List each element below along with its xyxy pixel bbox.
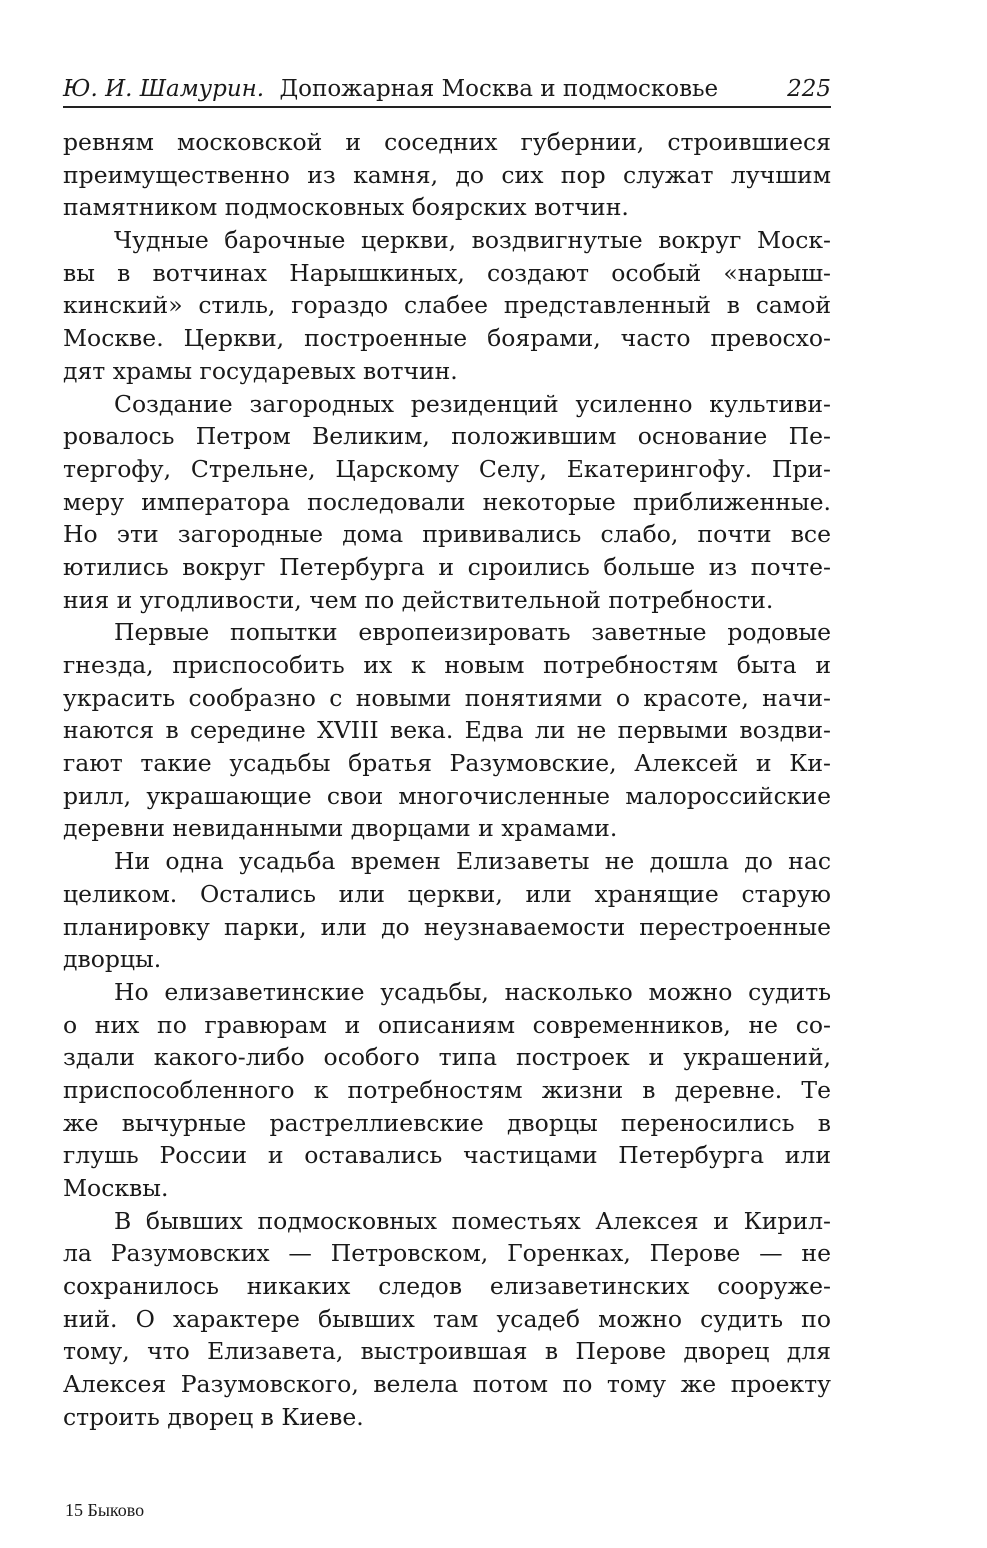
body-text	[63, 126, 831, 1434]
text-line: сохранилось никаких следов елизаветинских сооруже-	[63, 1272, 831, 1301]
page-number: 225	[787, 76, 831, 102]
text-line: Но елизаветинские усадьбы, насколько можно судить	[114, 977, 831, 1006]
text-line: гают такие усадьбы братья Разумовские, Алексей и Ки-	[63, 749, 831, 778]
text-line: же вычурные растреллиевские дворцы переносились в	[63, 1108, 831, 1137]
text-line: рилл, украшающие свои многочисленные малороссийские	[63, 781, 831, 810]
text-line: тому, что Елизавета, выстроившая в Перове дворец для	[63, 1337, 831, 1366]
running-head-author: Ю. И. Шамурин.	[63, 76, 265, 102]
text-line: дят храмы государевых вотчин.	[63, 356, 458, 385]
header-rule	[63, 106, 831, 108]
running-head-title-group	[63, 74, 718, 104]
text-line: Москвы.	[63, 1174, 169, 1202]
text-line: ний. О характере бывших там усадеб можно судить по	[63, 1304, 831, 1333]
text-line: целиком. Остались или церкви, или хранящие старую	[63, 879, 831, 908]
text-line: ния и угодливости, чем по действительной потребности.	[63, 585, 774, 614]
running-head	[63, 74, 831, 104]
text-line: строить дворец в Киеве.	[63, 1402, 364, 1431]
text-line: Ни одна усадьба времен Елизаветы не дошла до нас	[114, 847, 831, 876]
text-line: Создание загородных резиденций усиленно культиви-	[114, 389, 831, 418]
text-line: преимущественно из камня, до сих пор служат лучшим	[63, 160, 831, 189]
text-line: Москве. Церкви, построенные боярами, часто превосхо-	[63, 324, 831, 353]
text-line: наются в середине XVIII века. Едва ли не первыми воздви-	[63, 716, 831, 745]
text-line: кинский» стиль, гораздо слабее представленный в самой	[63, 291, 831, 320]
text-line: ютились вокруг Петербурга и сıроились больше из почте-	[63, 552, 831, 581]
text-line: ровалось Петром Великим, положившим основание Пе-	[63, 422, 831, 451]
text-line: планировку парки, или до неузнаваемости перестроенные	[63, 912, 831, 941]
text-line: ла Разумовских — Петровском, Горенках, Перове — не	[63, 1239, 831, 1268]
text-line: здали какого-либо особого типа построек и украшений,	[63, 1043, 831, 1072]
text-line: дворцы.	[63, 945, 162, 974]
text-line: В бывших подмосковных поместьях Алексея и Кирил-	[114, 1206, 831, 1235]
text-line: гнезда, приспособить их к новым потребностям быта и	[63, 651, 831, 679]
text-line: Алексея Разумовского, велела потом по тому же проекту	[63, 1370, 831, 1399]
text-line: приспособленного к потребностям жизни в деревне. Те	[63, 1075, 831, 1104]
text-line: вы в вотчинах Нарышкиных, создают особый «нарыш-	[63, 258, 831, 287]
text-line: о них по гравюрам и описаниям современников, не со-	[63, 1010, 831, 1039]
text-line: памятником подмосковных боярских вотчин.	[63, 193, 629, 222]
text-line: украсить сообразно с новыми понятиями о красоте, начи-	[63, 683, 831, 712]
text-line: Первые попытки европеизировать заветные родовые	[114, 618, 831, 647]
running-head-title: Допожарная Москва и подмосковье	[279, 76, 719, 102]
text-line: Но эти загородные дома прививались слабо, почти все	[63, 520, 831, 549]
text-line: деревни невиданными дворцами и храмами.	[63, 814, 618, 843]
text-line: глушь России и оставались частицами Петербурга или	[63, 1141, 831, 1170]
text-line: Чудные барочные церкви, воздвигнутые вокруг Моск-	[114, 226, 831, 255]
text-line: тергофу, Стрельне, Царскому Селу, Екатерингофу. При-	[63, 454, 831, 483]
text-line: ревням московской и соседних губернии, строившиеся	[63, 128, 831, 156]
printer-signature: 15 Быково	[65, 1500, 145, 1520]
text-line: меру императора последовали некоторые приближенные.	[63, 487, 831, 516]
